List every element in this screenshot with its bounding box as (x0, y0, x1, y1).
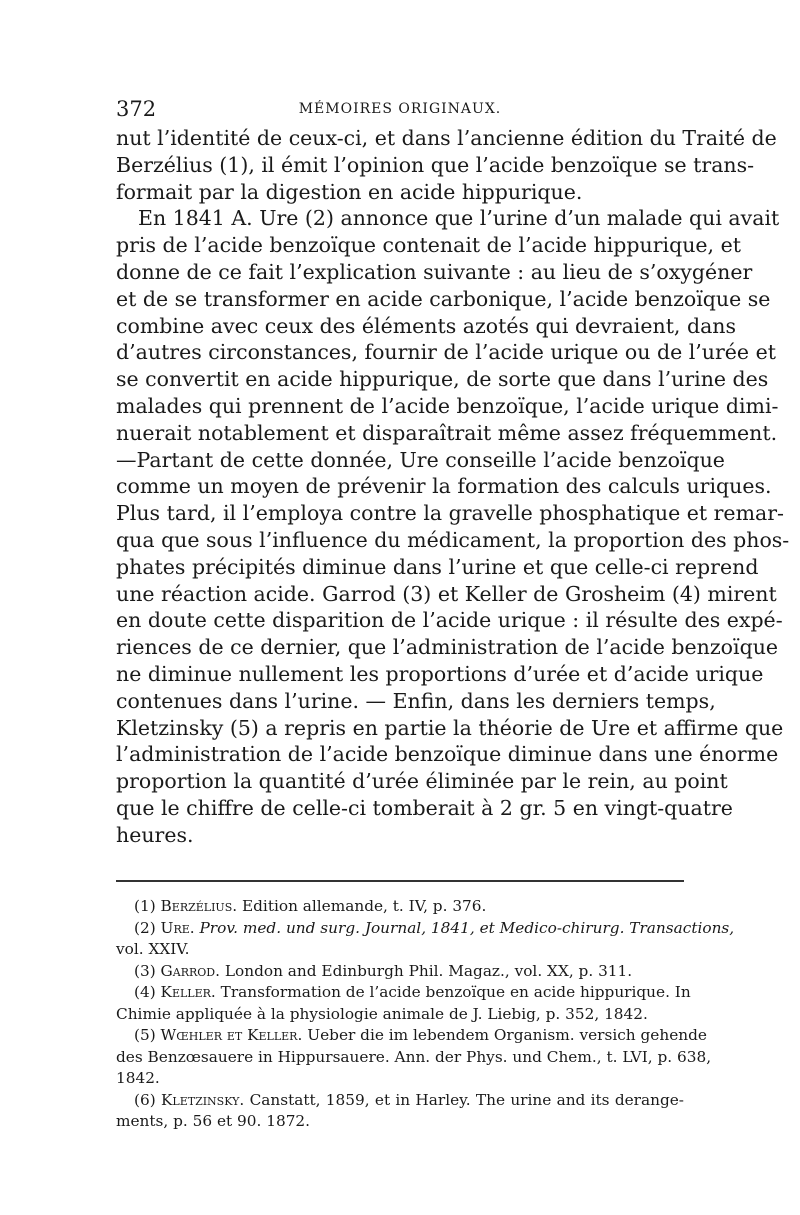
footnote-text: ments, p. 56 et 90. 1872. (116, 1112, 311, 1130)
footnote-author: Keller. (160, 983, 216, 1001)
text-line: une réaction acide. Garrod (3) et Keller de Grosheim (4) mirent (116, 581, 777, 606)
footnote-author: Berzélius. (160, 897, 238, 915)
text-line: donne de ce fait l’explication suivante : au lieu de s’oxygéner (116, 259, 753, 284)
text-line: Berzélius (1), il émit l’opinion que l’acide benzoïque se trans- (116, 152, 755, 177)
footnote (116, 1090, 684, 1133)
text-line: malades qui prennent de l’acide benzoïque, l’acide urique dimi- (116, 393, 779, 418)
footnote-author: Wœhler et Keller. (160, 1026, 303, 1044)
text-line: —Partant de cette donnée, Ure conseille l’acide benzoïque (116, 447, 725, 472)
footnote (116, 896, 684, 918)
footnote-author: Ure. (160, 918, 195, 937)
text-line: en doute cette disparition de l’acide urique : il résulte des expé- (116, 608, 783, 633)
footnote (116, 1025, 712, 1090)
text-line: et de se transformer en acide carbonique, l’acide benzoïque se (116, 286, 771, 311)
footnote-text: des Benzœsauere in Hippursauere. Ann. der Phys. und Chem., t. LVI, p. 638, (116, 1047, 712, 1066)
text-line: nut l’identité de ceux-ci, et dans l’ancienne édition du Traité de (116, 126, 777, 150)
footnote-divider (116, 880, 684, 882)
footnote-number: (6) (134, 1090, 156, 1109)
footnote-text: Edition allemande, t. IV, p. 376. (241, 897, 487, 915)
footnote-text: Transformation de l’acide benzoïque en acide hippurique. In (220, 983, 691, 1001)
text-line: heures. (116, 822, 194, 847)
footnote-author: Kletzinsky. (160, 1090, 245, 1109)
text-line: En 1841 A. Ure (2) annonce que l’urine d’un malade qui avait (138, 206, 780, 231)
footnote-text: vol. XXIV. (116, 940, 190, 958)
text-line: que le chiffre de celle-ci tomberait à 2 gr. 5 en vingt-quatre (116, 795, 733, 820)
footnote (116, 918, 735, 961)
text-line: proportion la quantité d’urée éliminée par le rein, au point (116, 769, 728, 794)
footnote-number: (3) (134, 961, 156, 980)
text-line: formait par la digestion en acide hippurique. (116, 179, 583, 204)
footnote-text: Prov. med. und surg. Journal, 1841, et Medico-chirurg. Transactions, (199, 918, 735, 937)
footnote-author: Garrod. (160, 961, 220, 980)
text-line: d’autres circonstances, fournir de l’acide urique ou de l’urée et (116, 340, 776, 365)
text-line: qua que sous l’influence du médicament, la proportion des phos- (116, 527, 790, 552)
running-head: MÉMOIRES ORIGINAUX. (298, 101, 502, 117)
text-line: nuerait notablement et disparaîtrait même assez fréquemment. (116, 420, 778, 445)
text-line: riences de ce dernier, que l’administration de l’acide benzoïque (116, 635, 779, 660)
footnote-text: Chimie appliquée à la physiologie animale de J. Liebig, p. 352, 1842. (116, 1004, 648, 1023)
footnote-number: (4) (134, 983, 156, 1001)
text-line: combine avec ceux des éléments azotés qui devraient, dans (116, 313, 737, 338)
footnote-text: Ueber die im lebendem Organism. versich gehende (307, 1026, 707, 1044)
text-line: Plus tard, il l’employa contre la gravelle phosphatique et remar- (116, 501, 784, 526)
footnote (116, 982, 691, 1025)
text-line: comme un moyen de prévenir la formation des calculs uriques. (116, 474, 772, 499)
text-line: se convertit en acide hippurique, de sorte que dans l’urine des (116, 367, 769, 392)
footnote-number: (5) (134, 1026, 156, 1044)
footnote-number: (1) (134, 897, 156, 915)
text-line: contenues dans l’urine. — Enfin, dans les derniers temps, (116, 688, 716, 713)
footnote (116, 961, 684, 983)
text-line: ne diminue nullement les proportions d’urée et d’acide urique (116, 661, 764, 686)
text-line: pris de l’acide benzoïque contenait de l’acide hippurique, et (116, 233, 741, 258)
text-line: l’administration de l’acide benzoïque diminue dans une énorme (116, 742, 779, 767)
main-text (116, 125, 790, 849)
page-header (116, 97, 684, 125)
footnote-number: (2) (134, 918, 156, 937)
footnote-text: London and Edinburgh Phil. Magaz., vol. XX, p. 311. (224, 961, 633, 980)
footnotes (116, 896, 735, 1133)
text-line: phates précipités diminue dans l’urine et que celle-ci reprend (116, 554, 759, 579)
page-number: 372 (116, 97, 157, 121)
footnote-text: Canstatt, 1859, et in Harley. The urine and its derange- (249, 1090, 684, 1109)
text-line: Kletzinsky (5) a repris en partie la théorie de Ure et affirme que (116, 715, 784, 740)
footnote-text: 1842. (116, 1069, 160, 1087)
